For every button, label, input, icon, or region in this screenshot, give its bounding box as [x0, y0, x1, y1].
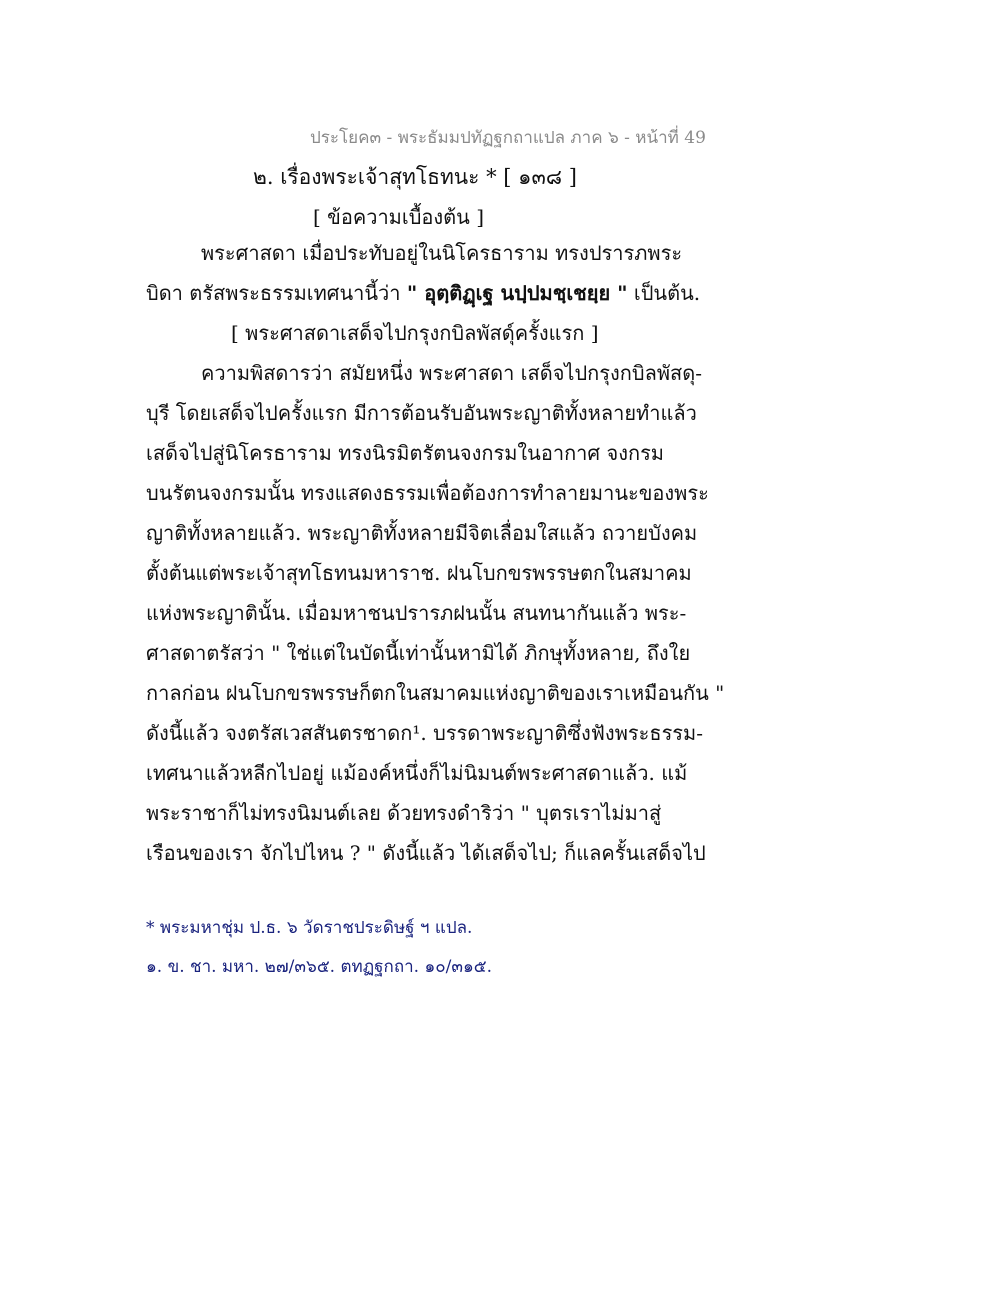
body-line: ศาสดาตรัสว่า " ใช่แต่ในบัดนี้เท่านั้นหามิได้ ภิกษุทั้งหลาย, ถึงใย — [146, 641, 691, 665]
page-header: ประโยค๓ - พระธัมมปทัฏฐกถาแปล ภาค ๖ - หน้าที่ 49 — [310, 128, 706, 148]
footnote-translator: * พระมหาชุ่ม ป.ธ. ๖ วัดราชประดิษฐ์ ฯ แปล. — [146, 918, 473, 938]
body-line: กาลก่อน ฝนโบกขรพรรษก็ตกในสมาคมแห่งญาติของเราเหมือนกัน " — [146, 681, 725, 705]
body-line: ดังนี้แล้ว จงตรัสเวสสันตรชาดก¹. บรรดาพระญาติซึ่งฟังพระธรรม- — [146, 721, 703, 745]
intro-line-2-end: เป็นต้น. — [627, 281, 701, 305]
body-line: เสด็จไปสู่นิโครธาราม ทรงนิรมิตรัตนจงกรมในอากาศ จงกรม — [146, 441, 664, 465]
section-heading-main: [ พระศาสดาเสด็จไปกรุงกบิลพัสดุ์ครั้งแรก ] — [231, 321, 599, 345]
intro-line-2-text: บิดา ตรัสพระธรรมเทศนานี้ว่า — [146, 281, 407, 305]
section-heading-intro: [ ข้อความเบื้องต้น ] — [313, 205, 484, 229]
intro-line-2 — [146, 277, 700, 309]
body-line: แห่งพระญาตินั้น. เมื่อมหาชนปรารภฝนนั้น สนทนากันแล้ว พระ- — [146, 601, 687, 625]
footnote-reference: ๑. ข. ชา. มหา. ๒๗/๓๖๕. ตทฏฐกถา. ๑๐/๓๑๕. — [146, 957, 493, 977]
body-line: พระราชาก็ไม่ทรงนิมนต์เลย ด้วยทรงดำริว่า " บุตรเราไม่มาสู่ — [146, 801, 662, 825]
body-line: ญาติทั้งหลายแล้ว. พระญาติทั้งหลายมีจิตเลื่อมใสแล้ว ถวายบังคม — [146, 521, 698, 545]
body-line: บนรัตนจงกรมนั้น ทรงแสดงธรรมเพื่อต้องการทำลายมานะของพระ — [146, 481, 709, 505]
body-line: ตั้งต้นแต่พระเจ้าสุทโธทนมหาราช. ฝนโบกขรพรรษตกในสมาคม — [146, 561, 692, 585]
intro-line-1: พระศาสดา เมื่อประทับอยู่ในนิโครธาราม ทรงปรารภพระ — [201, 241, 683, 265]
body-line: บุรี โดยเสด็จไปครั้งแรก มีการต้อนรับอันพระญาติทั้งหลายทำแล้ว — [146, 401, 697, 425]
pali-verse-quote: " อุตฺติฏฺเฐ นปฺปมชฺเชยฺย " — [406, 281, 628, 305]
story-title: ๒. เรื่องพระเจ้าสุทโธทนะ * [ ๑๓๘ ] — [253, 165, 577, 189]
body-line: เทศนาแล้วหลีกไปอยู่ แม้องค์หนึ่งก็ไม่นิมนต์พระศาสดาแล้ว. แม้ — [146, 761, 688, 785]
body-line: เรือนของเรา จักไปไหน ? " ดังนี้แล้ว ได้เสด็จไป; ก็แลครั้นเสด็จไป — [146, 841, 706, 865]
body-line: ความพิสดารว่า สมัยหนึ่ง พระศาสดา เสด็จไปกรุงกบิลพัสดุ- — [201, 361, 702, 385]
